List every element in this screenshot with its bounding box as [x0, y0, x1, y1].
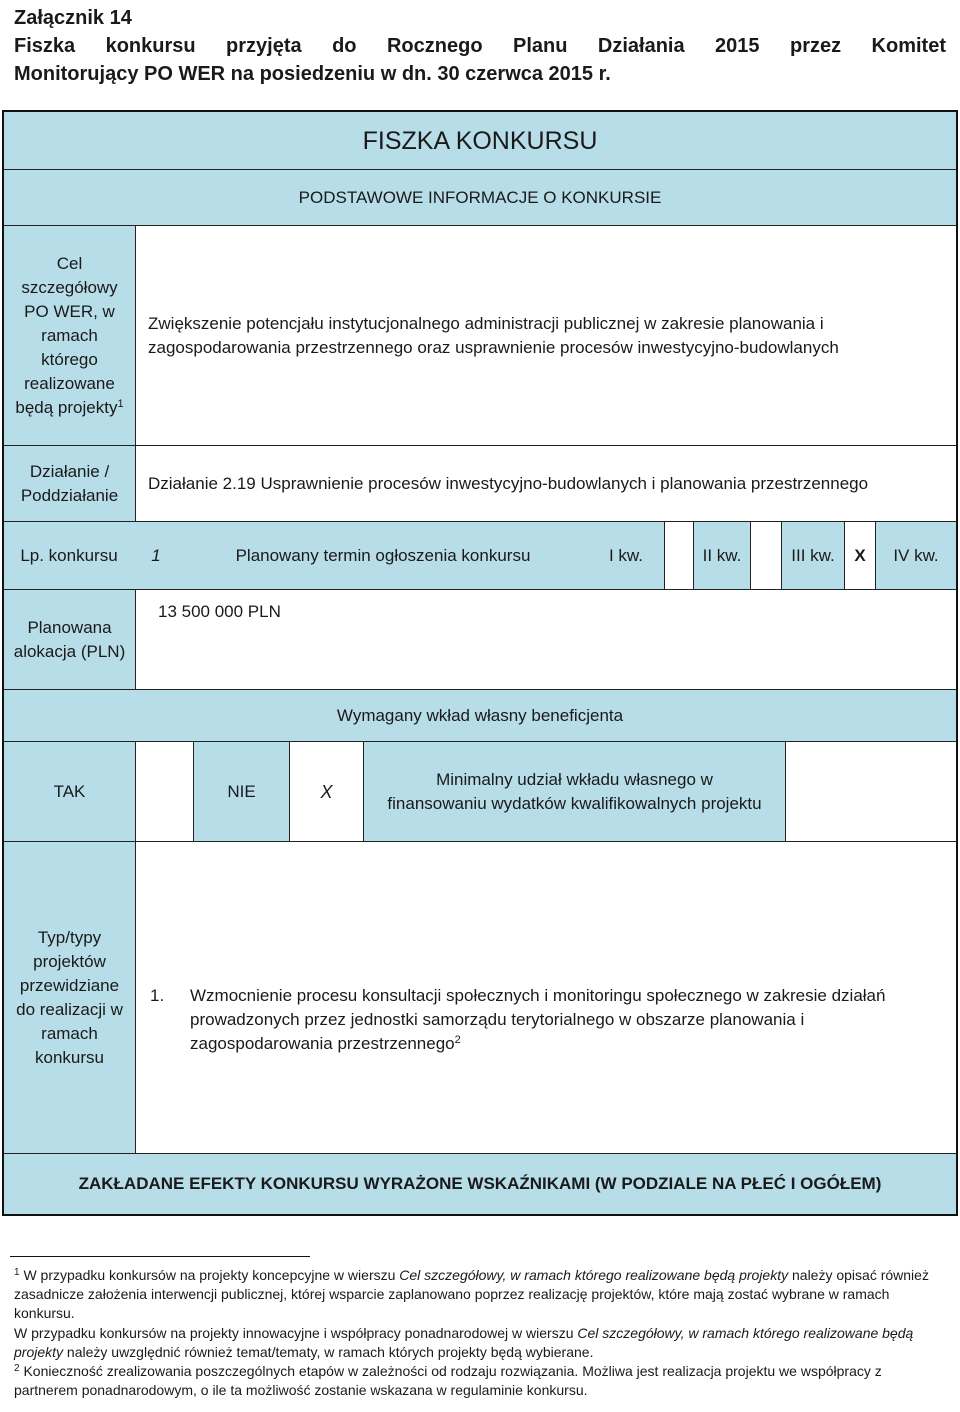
minimalny-udzial-label: Minimalny udział wkładu własnego w finansowaniu wydatków kwalifikowalnych projektu	[364, 742, 786, 842]
termin-label: Planowany termin ogłoszenia konkursu	[178, 522, 588, 590]
form-table	[2, 110, 958, 1216]
dzialanie-label: Działanie / Poddziałanie	[4, 446, 136, 522]
cel-label: Cel szczegółowy PO WER, w ramach którego realizowane będą projekty$^1$	[4, 226, 136, 446]
footnote-1: $^1$ W przypadku konkursów na projekty koncepcyjne w wierszu Cel szczegółowy, w ramach którego realizowane będą projekty należy opisać również zasadnicze założenia interwencji publicznej, której wsparcie zaplanowano poprzez realizację projektów, które mają zostać wybrane w ramach konkursu.	[14, 1267, 929, 1322]
footnote-divider	[10, 1256, 310, 1257]
footnotes	[14, 1266, 946, 1400]
attachment-number: Załącznik 14	[14, 7, 132, 29]
lp-number: 1	[134, 522, 178, 590]
quarter-3-label: III kw.	[782, 522, 844, 590]
quarter-1-label: I kw.	[588, 522, 664, 590]
footnote-1-continued: W przypadku konkursów na projekty innowacyjne i współpracy ponadnarodowej w wierszu Cel szczegółowy, w ramach którego realizowane będą projekty należy uwzględnić również temat/tematy, w ramach których projekty będą wybierane.	[14, 1324, 914, 1360]
wklad-heading: Wymagany wkład własny beneficjenta	[4, 690, 956, 742]
footnote-ref-1[interactable]: 1	[117, 397, 124, 410]
footnote-2: $^2$ Konieczność zrealizowania poszczególnych etapów w zależności od rodzaju rozwiązania. Możliwa jest realizacja projektu we współpracy z partnerem ponadnarodowym, o ile ta możliwość zostanie wskazana w regulaminie konkursu.	[14, 1363, 882, 1399]
header-line-3: Monitorujący PO WER na posiedzeniu w dn. 30 czerwca 2015 r.	[14, 63, 611, 85]
quarter-1-checkbox[interactable]	[664, 522, 694, 590]
nie-label: NIE	[194, 742, 290, 842]
typ-item-number: 1.	[150, 985, 165, 1005]
nie-checkbox[interactable]: X	[290, 742, 364, 842]
quarter-3-checkbox[interactable]: X	[844, 522, 876, 590]
header-line-2: Fiszka konkursu przyjęta do Rocznego Planu Działania 2015 przez Komitet	[14, 35, 946, 57]
alokacja-label: Planowana alokacja (PLN)	[4, 590, 136, 690]
quarter-2-checkbox[interactable]	[750, 522, 782, 590]
typ-value	[136, 842, 956, 1154]
form-title: FISZKA KONKURSU	[4, 112, 956, 170]
lp-label: Lp. konkursu	[4, 522, 134, 590]
tak-label: TAK	[4, 742, 136, 842]
minimalny-udzial-value[interactable]	[786, 742, 956, 842]
alokacja-value: 13 500 000 PLN	[136, 590, 956, 690]
dzialanie-value: Działanie 2.19 Usprawnienie procesów inwestycyjno-budowlanych i planowania przestrzennego	[136, 446, 956, 522]
quarter-2-label: II kw.	[694, 522, 750, 590]
efekty-heading: ZAKŁADANE EFEKTY KONKURSU WYRAŻONE WSKAŹNIKAMI (W PODZIALE NA PŁEĆ I OGÓŁEM)	[78, 1174, 882, 1193]
form-subtitle: PODSTAWOWE INFORMACJE O KONKURSIE	[4, 170, 956, 226]
quarter-4-label: IV kw.	[876, 522, 956, 590]
typ-label: Typ/typy projektów przewidziane do realizacji w ramach konkursu	[4, 842, 136, 1154]
footnote-ref-2[interactable]: 2	[454, 1033, 461, 1046]
tak-checkbox[interactable]	[136, 742, 194, 842]
document-header	[14, 4, 946, 88]
typ-item-text: Wzmocnienie procesu konsultacji społecznych i monitoringu społecznego w zakresie działań prowadzonych przez jednostki samorządu terytorialnego w obszarze planowania i zagospodarowania przestrzennego$^2$	[190, 985, 886, 1053]
cel-value: Zwiększenie potencjału instytucjonalnego administracji publicznej w zakresie planowania i zagospodarowania przestrzennego oraz usprawnienie procesów inwestycyjno-budowlanych	[136, 226, 956, 446]
